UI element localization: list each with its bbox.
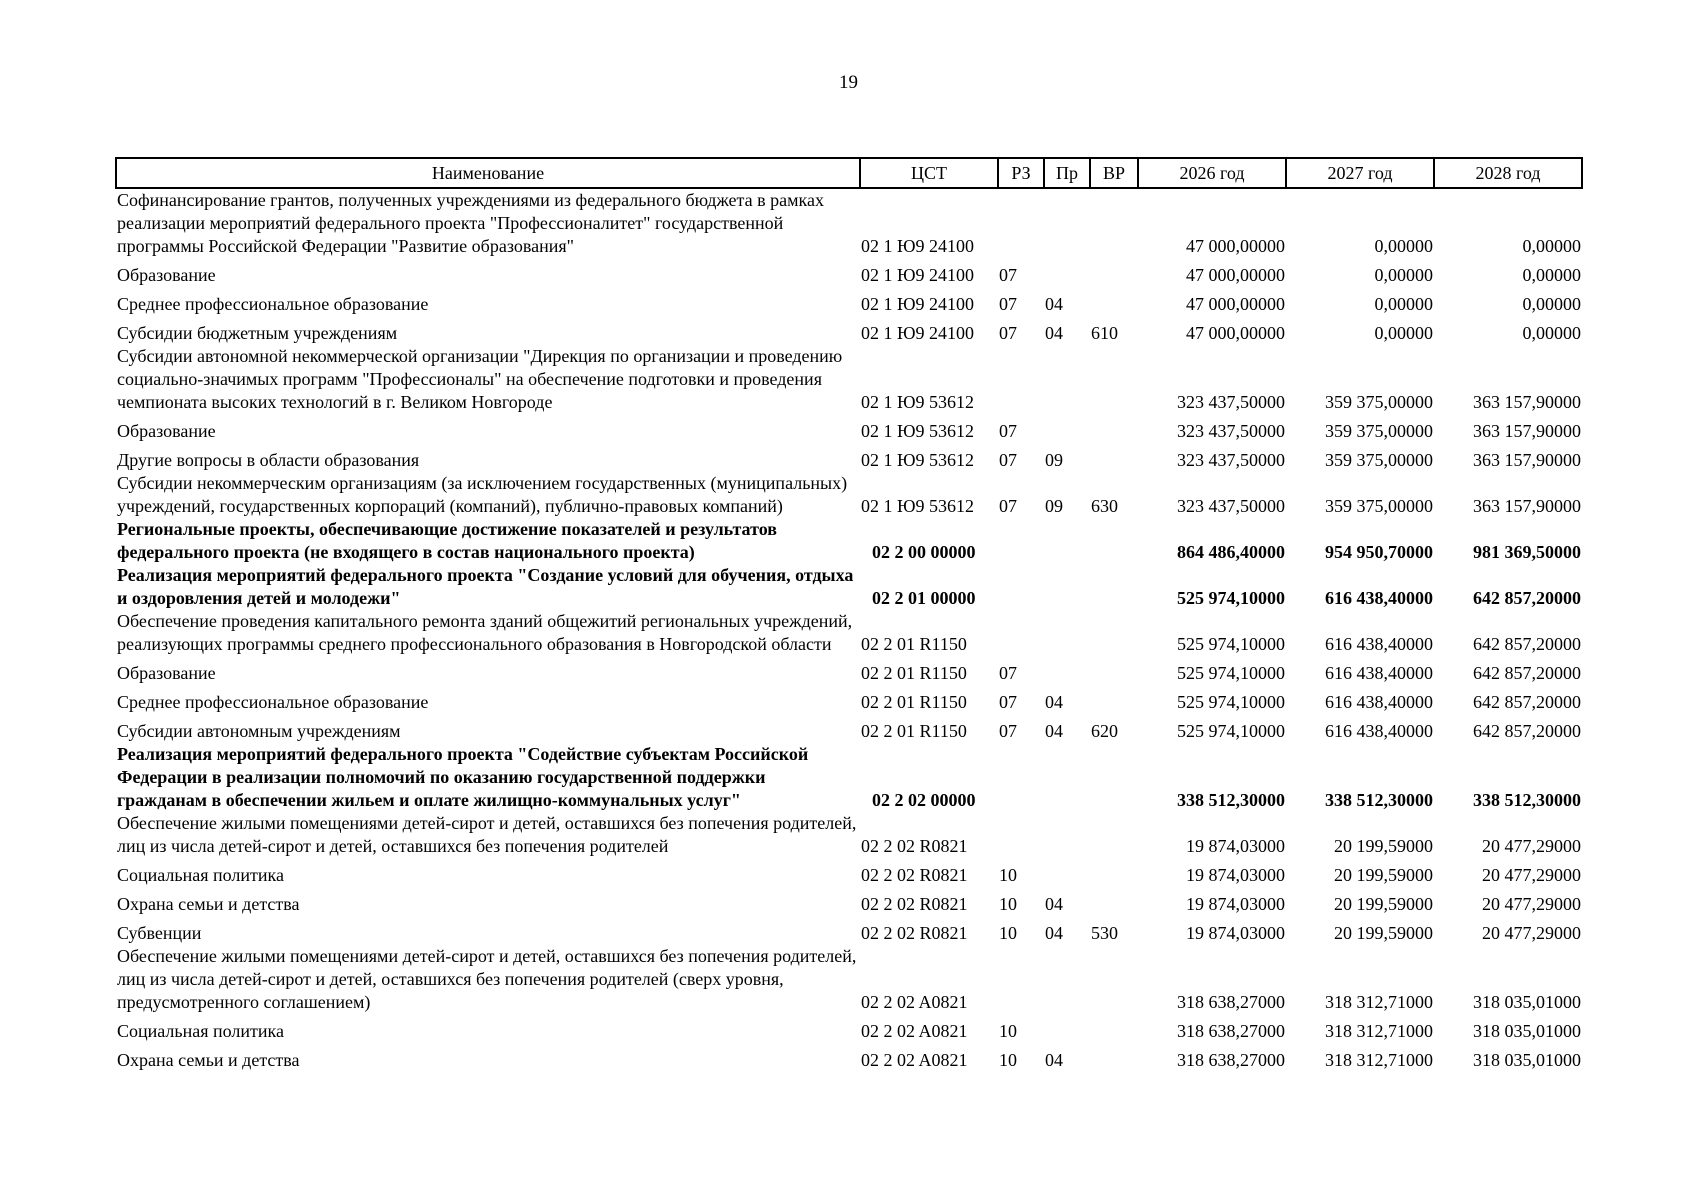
cell-rz: 07 (999, 496, 1017, 516)
cell-cst: 02 1 Ю9 24100 (861, 236, 975, 256)
cell-cst: 02 1 Ю9 53612 (861, 392, 975, 412)
cell-vr (1090, 414, 1138, 443)
table-row (116, 916, 1582, 945)
cell-2026: 19 874,03000 (1186, 836, 1285, 856)
table-row (116, 714, 1582, 743)
cell-2028: 981 369,50000 (1473, 542, 1581, 562)
cell-vr (1090, 1014, 1138, 1043)
cell-2028: 20 477,29000 (1482, 894, 1581, 914)
cell-name: Другие вопросы в области образования (117, 450, 420, 470)
cell-pr (1044, 610, 1090, 656)
cell-2027: 616 438,40000 (1325, 634, 1433, 654)
cell-rz (998, 743, 1044, 812)
cell-2027: 318 312,71000 (1325, 1050, 1433, 1070)
cell-rz: 07 (999, 692, 1017, 712)
cell-name: Софинансирование грантов, полученных учреждениями из федерального бюджета в рамках реализации мероприятий федерального проекта "Профессионалитет" государственной программы Российской Федерации "Развитие образования" (117, 190, 824, 256)
cell-vr (1090, 1043, 1138, 1072)
cell-pr (1044, 414, 1090, 443)
cell-rz (998, 945, 1044, 1014)
cell-name: Субсидии некоммерческим организациям (за исключением государственных (муниципальных) учреждений, государственных корпораций (компаний), публично-правовых компаний) (117, 473, 848, 516)
cell-2026: 318 638,27000 (1177, 1021, 1285, 1041)
cell-rz (998, 345, 1044, 414)
cell-pr: 09 (1045, 450, 1063, 470)
cell-pr (1044, 518, 1090, 564)
table-row (116, 258, 1582, 287)
cell-2028: 318 035,01000 (1473, 992, 1581, 1012)
cell-rz: 10 (999, 1050, 1017, 1070)
cell-2027: 20 199,59000 (1334, 894, 1433, 914)
cell-vr: 610 (1091, 323, 1118, 343)
cell-name: Реализация мероприятий федерального проекта "Содействие субъектам Российской Федерации в реализации полномочий по оказанию государственной поддержки гражданам в обеспечении жильем и оплате жилищно-коммунальных услуг" (117, 744, 809, 810)
cell-2028: 338 512,30000 (1473, 790, 1581, 810)
cell-2028: 0,00000 (1522, 294, 1581, 314)
cell-name: Охрана семьи и детства (117, 1050, 300, 1070)
cell-cst: 02 2 02 R0821 (861, 836, 968, 856)
cell-cst: 02 2 01 R1150 (861, 721, 967, 741)
cell-pr (1044, 188, 1090, 258)
table-header-row (116, 158, 1582, 188)
cell-name: Региональные проекты, обеспечивающие достижение показателей и результатов федерального проекта (не входящего в состав национального проекта) (117, 519, 777, 562)
cell-vr (1090, 518, 1138, 564)
budget-table (115, 157, 1583, 1072)
cell-cst: 02 2 01 R1150 (861, 692, 967, 712)
cell-cst: 02 2 02 00000 (872, 790, 976, 810)
cell-2028: 0,00000 (1522, 265, 1581, 285)
cell-name: Субсидии автономной некоммерческой организации "Дирекция по организации и проведению социально-значимых программ "Профессионалы" на обеспечение подготовки и проведения чемпионата высоких технологий в г. Великом Новгороде (117, 346, 843, 412)
table-row (116, 656, 1582, 685)
header-pr: Пр (1044, 158, 1090, 188)
cell-rz (998, 812, 1044, 858)
cell-cst: 02 2 01 R1150 (861, 663, 967, 683)
table-row (116, 945, 1582, 1014)
cell-cst: 02 2 02 A0821 (861, 1021, 968, 1041)
cell-2028: 20 477,29000 (1482, 865, 1581, 885)
page-number: 19 (839, 72, 858, 93)
cell-2026: 47 000,00000 (1186, 323, 1285, 343)
cell-2027: 0,00000 (1374, 265, 1433, 285)
cell-2028: 642 857,20000 (1473, 588, 1581, 608)
cell-rz: 07 (999, 294, 1017, 314)
cell-cst: 02 1 Ю9 53612 (861, 496, 975, 516)
cell-2027: 616 438,40000 (1325, 721, 1433, 741)
cell-vr (1090, 443, 1138, 472)
cell-vr (1090, 345, 1138, 414)
cell-rz: 10 (999, 1021, 1017, 1041)
cell-vr (1090, 887, 1138, 916)
cell-pr: 04 (1045, 721, 1063, 741)
table-row (116, 345, 1582, 414)
cell-vr (1090, 656, 1138, 685)
cell-2026: 864 486,40000 (1177, 542, 1285, 562)
cell-name: Среднее профессиональное образование (117, 692, 429, 712)
cell-2028: 642 857,20000 (1473, 663, 1581, 683)
cell-name: Социальная политика (117, 1021, 284, 1041)
cell-2027: 20 199,59000 (1334, 836, 1433, 856)
cell-2027: 0,00000 (1374, 236, 1433, 256)
cell-2028: 0,00000 (1522, 236, 1581, 256)
cell-name: Обеспечение проведения капитального ремонта зданий общежитий региональных учреждений, реализующих программы среднего профессионального образования в Новгородской области (117, 611, 853, 654)
table-row (116, 610, 1582, 656)
header-2027: 2027 год (1286, 158, 1434, 188)
cell-2026: 323 437,50000 (1177, 496, 1285, 516)
cell-pr (1044, 858, 1090, 887)
cell-2028: 20 477,29000 (1482, 923, 1581, 943)
cell-2028: 318 035,01000 (1473, 1021, 1581, 1041)
cell-name: Среднее профессиональное образование (117, 294, 429, 314)
cell-pr: 04 (1045, 294, 1063, 314)
cell-2027: 359 375,00000 (1325, 450, 1433, 470)
cell-2026: 525 974,10000 (1177, 588, 1285, 608)
cell-pr (1044, 812, 1090, 858)
cell-cst: 02 1 Ю9 24100 (861, 323, 975, 343)
cell-name: Субсидии бюджетным учреждениям (117, 323, 398, 343)
cell-name: Субсидии автономным учреждениям (117, 721, 401, 741)
cell-vr: 620 (1091, 721, 1118, 741)
cell-vr (1090, 258, 1138, 287)
table-row (116, 414, 1582, 443)
cell-2026: 338 512,30000 (1177, 790, 1285, 810)
cell-vr (1090, 945, 1138, 1014)
cell-name: Субвенции (117, 923, 202, 943)
cell-pr: 04 (1045, 692, 1063, 712)
cell-2027: 318 312,71000 (1325, 992, 1433, 1012)
cell-vr: 630 (1091, 496, 1118, 516)
cell-2027: 359 375,00000 (1325, 421, 1433, 441)
table-row (116, 518, 1582, 564)
cell-2026: 19 874,03000 (1186, 894, 1285, 914)
table-row (116, 1014, 1582, 1043)
cell-pr (1044, 945, 1090, 1014)
table-row (116, 743, 1582, 812)
cell-2026: 525 974,10000 (1177, 663, 1285, 683)
cell-pr (1044, 564, 1090, 610)
cell-rz (998, 564, 1044, 610)
cell-2028: 642 857,20000 (1473, 692, 1581, 712)
cell-pr (1044, 345, 1090, 414)
cell-2027: 0,00000 (1374, 323, 1433, 343)
cell-name: Образование (117, 421, 216, 441)
cell-2027: 616 438,40000 (1325, 588, 1433, 608)
cell-2026: 318 638,27000 (1177, 1050, 1285, 1070)
cell-cst: 02 1 Ю9 53612 (861, 450, 975, 470)
header-vr: ВР (1090, 158, 1138, 188)
cell-vr (1090, 858, 1138, 887)
cell-2026: 525 974,10000 (1177, 692, 1285, 712)
cell-2027: 20 199,59000 (1334, 923, 1433, 943)
cell-2027: 20 199,59000 (1334, 865, 1433, 885)
cell-2027: 0,00000 (1374, 294, 1433, 314)
header-name: Наименование (116, 158, 860, 188)
table-row (116, 858, 1582, 887)
cell-vr (1090, 685, 1138, 714)
cell-2026: 19 874,03000 (1186, 923, 1285, 943)
cell-rz: 10 (999, 894, 1017, 914)
cell-name: Обеспечение жилыми помещениями детей-сирот и детей, оставшихся без попечения родителей, лиц из числа детей-сирот и детей, оставшихся без попечения родителей (117, 813, 857, 856)
cell-2026: 323 437,50000 (1177, 450, 1285, 470)
cell-pr (1044, 258, 1090, 287)
cell-2026: 525 974,10000 (1177, 721, 1285, 741)
cell-cst: 02 1 Ю9 24100 (861, 294, 975, 314)
table-row (116, 685, 1582, 714)
cell-rz: 07 (999, 323, 1017, 343)
cell-2027: 616 438,40000 (1325, 663, 1433, 683)
table-row (116, 287, 1582, 316)
cell-2028: 363 157,90000 (1473, 392, 1581, 412)
cell-cst: 02 2 01 R1150 (861, 634, 967, 654)
cell-pr: 04 (1045, 923, 1063, 943)
cell-pr: 04 (1045, 323, 1063, 343)
cell-cst: 02 2 02 R0821 (861, 865, 968, 885)
cell-vr (1090, 188, 1138, 258)
cell-2027: 359 375,00000 (1325, 392, 1433, 412)
header-cst: ЦСТ (860, 158, 998, 188)
cell-rz: 07 (999, 721, 1017, 741)
cell-2026: 318 638,27000 (1177, 992, 1285, 1012)
cell-2028: 20 477,29000 (1482, 836, 1581, 856)
cell-rz (998, 188, 1044, 258)
cell-2026: 525 974,10000 (1177, 634, 1285, 654)
cell-vr: 530 (1091, 923, 1118, 943)
cell-rz: 10 (999, 865, 1017, 885)
cell-pr: 04 (1045, 894, 1063, 914)
cell-2026: 47 000,00000 (1186, 294, 1285, 314)
cell-2026: 323 437,50000 (1177, 392, 1285, 412)
cell-2027: 616 438,40000 (1325, 692, 1433, 712)
cell-2027: 954 950,70000 (1325, 542, 1433, 562)
cell-name: Социальная политика (117, 865, 284, 885)
header-rz: РЗ (998, 158, 1044, 188)
cell-2028: 642 857,20000 (1473, 721, 1581, 741)
cell-name: Образование (117, 265, 216, 285)
cell-2026: 47 000,00000 (1186, 236, 1285, 256)
cell-vr (1090, 812, 1138, 858)
cell-pr (1044, 743, 1090, 812)
cell-cst: 02 2 01 00000 (872, 588, 976, 608)
table-row (116, 443, 1582, 472)
cell-cst: 02 2 02 R0821 (861, 923, 968, 943)
cell-2027: 338 512,30000 (1325, 790, 1433, 810)
cell-pr (1044, 656, 1090, 685)
cell-rz: 07 (999, 265, 1017, 285)
cell-pr: 09 (1045, 496, 1063, 516)
cell-cst: 02 2 02 A0821 (861, 1050, 968, 1070)
cell-2028: 363 157,90000 (1473, 450, 1581, 470)
cell-name: Реализация мероприятий федерального проекта "Создание условий для обучения, отдыха и оздоровления детей и молодежи" (117, 565, 854, 608)
cell-rz: 10 (999, 923, 1017, 943)
cell-2027: 318 312,71000 (1325, 1021, 1433, 1041)
table-row (116, 812, 1582, 858)
cell-rz: 07 (999, 663, 1017, 683)
header-2026: 2026 год (1138, 158, 1286, 188)
cell-2028: 642 857,20000 (1473, 634, 1581, 654)
cell-name: Охрана семьи и детства (117, 894, 300, 914)
table-row (116, 887, 1582, 916)
cell-pr (1044, 1014, 1090, 1043)
cell-2028: 363 157,90000 (1473, 496, 1581, 516)
cell-2026: 323 437,50000 (1177, 421, 1285, 441)
cell-name: Обеспечение жилыми помещениями детей-сирот и детей, оставшихся без попечения родителей, лиц из числа детей-сирот и детей, оставшихся без попечения родителей (сверх уровня, предусмотренного соглашением) (117, 946, 857, 1012)
cell-cst: 02 2 02 A0821 (861, 992, 968, 1012)
cell-cst: 02 1 Ю9 24100 (861, 265, 975, 285)
cell-vr (1090, 564, 1138, 610)
cell-2028: 363 157,90000 (1473, 421, 1581, 441)
cell-rz (998, 610, 1044, 656)
header-2028: 2028 год (1434, 158, 1582, 188)
cell-2028: 318 035,01000 (1473, 1050, 1581, 1070)
cell-rz: 07 (999, 450, 1017, 470)
cell-cst: 02 1 Ю9 53612 (861, 421, 975, 441)
table-row (116, 188, 1582, 258)
cell-vr (1090, 743, 1138, 812)
cell-rz (998, 518, 1044, 564)
cell-rz: 07 (999, 421, 1017, 441)
table-row (116, 316, 1582, 345)
cell-vr (1090, 610, 1138, 656)
table-row (116, 564, 1582, 610)
cell-vr (1090, 287, 1138, 316)
table-row (116, 472, 1582, 518)
cell-name: Образование (117, 663, 216, 683)
cell-cst: 02 2 00 00000 (872, 542, 976, 562)
cell-pr: 04 (1045, 1050, 1063, 1070)
cell-2027: 359 375,00000 (1325, 496, 1433, 516)
cell-2028: 0,00000 (1522, 323, 1581, 343)
cell-2026: 47 000,00000 (1186, 265, 1285, 285)
cell-cst: 02 2 02 R0821 (861, 894, 968, 914)
cell-2026: 19 874,03000 (1186, 865, 1285, 885)
table-row (116, 1043, 1582, 1072)
